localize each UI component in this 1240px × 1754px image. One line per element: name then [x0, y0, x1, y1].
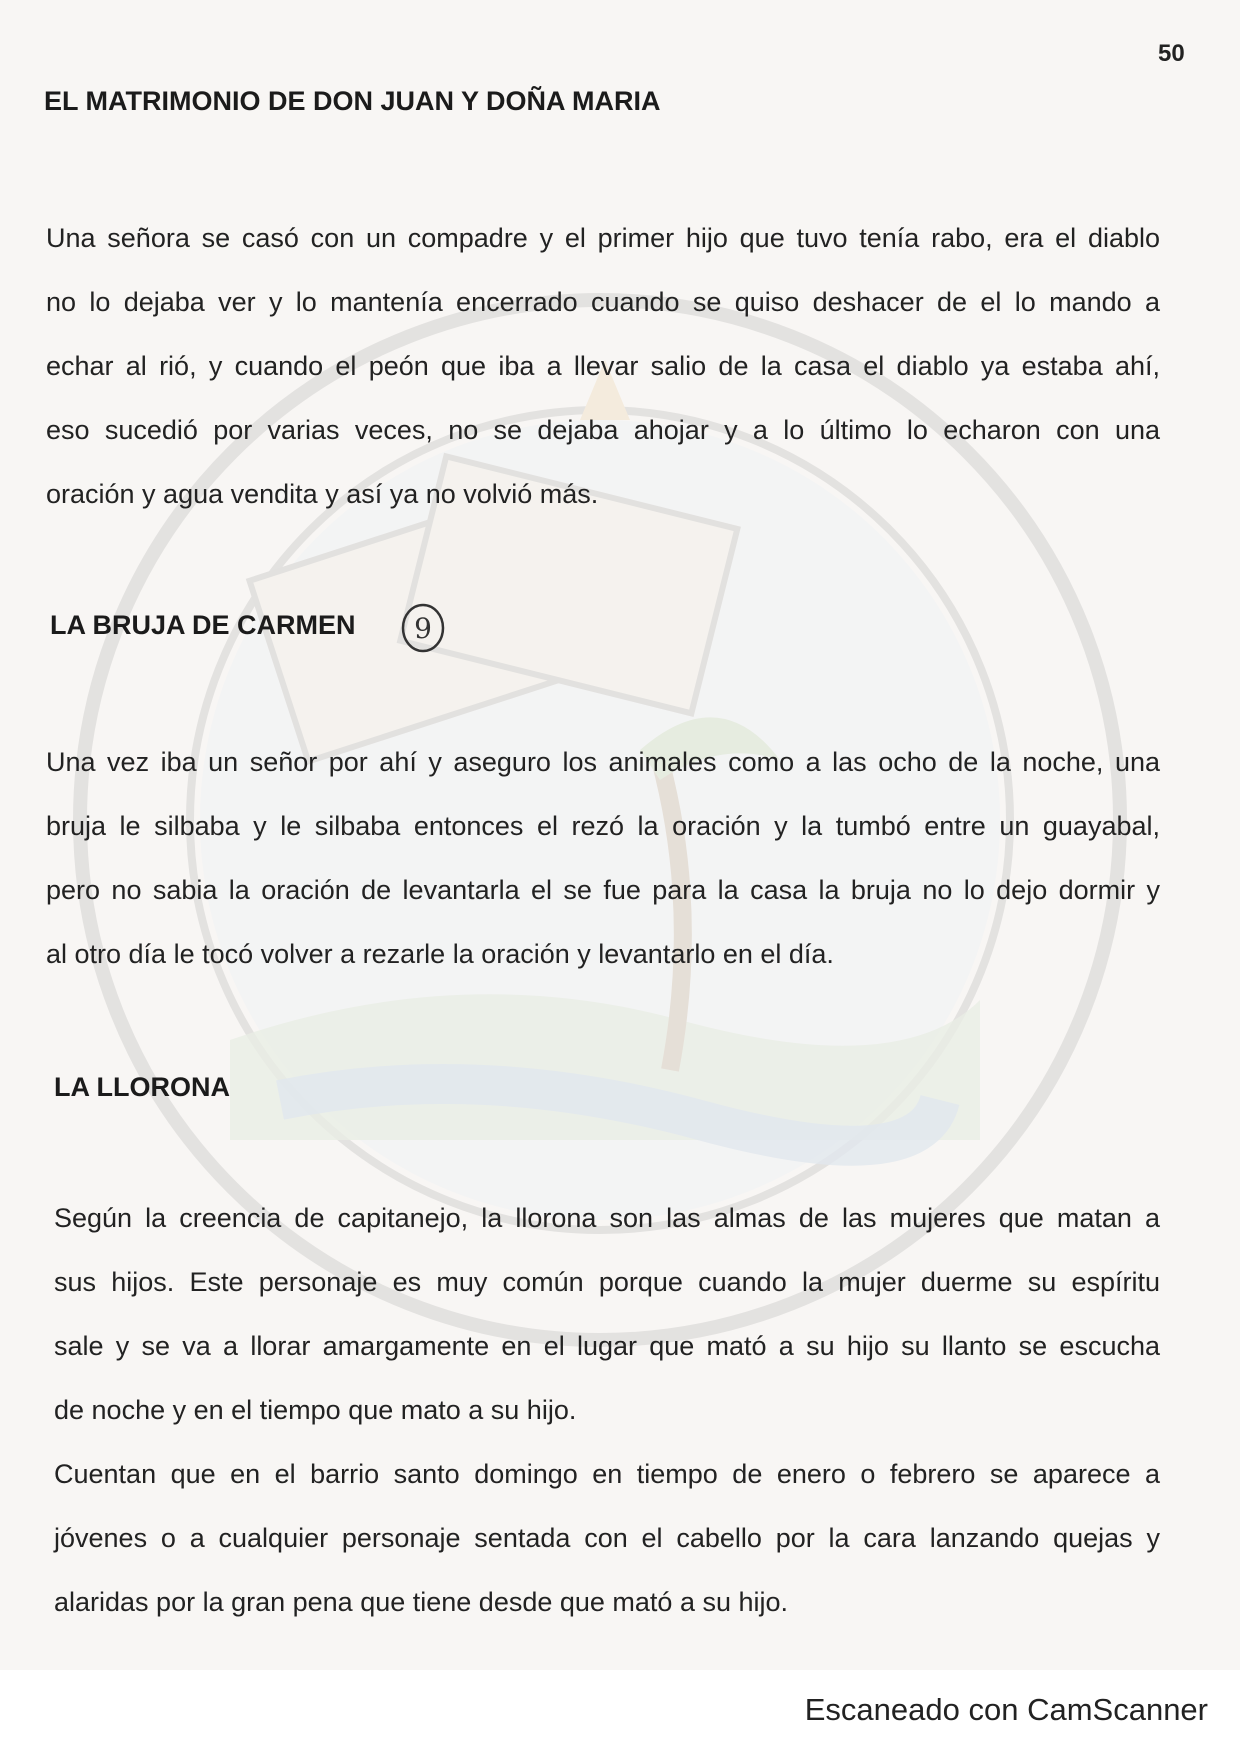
paragraph-line: no lo dejaba ver y lo mantenía encerrado cuando se quiso deshacer de el lo mando a: [46, 287, 1160, 317]
paragraph-line: Una vez iba un señor por ahí y aseguro los animales como a las ocho de la noche, una: [46, 747, 1160, 777]
section-title-llorona: LA LLORONA: [54, 1072, 230, 1102]
paragraph-line: bruja le silbaba y le silbaba entonces el rezó la oración y la tumbó entre un guayabal,: [46, 811, 1160, 841]
paragraph-line: Cuentan que en el barrio santo domingo en tiempo de enero o febrero se aparece a: [54, 1459, 1160, 1489]
page-number: 50: [1158, 40, 1185, 67]
paragraph-llorona: [54, 1186, 1160, 1634]
paragraph-line: oración y agua vendita y así ya no volvió más.: [46, 479, 599, 509]
paragraph-line: alaridas por la gran pena que tiene desde que mató a su hijo.: [54, 1587, 789, 1617]
paragraph-line: sale y se va a llorar amargamente en el lugar que mató a su hijo su llanto se escucha: [54, 1331, 1160, 1361]
camscanner-footer: Escaneado con CamScanner: [804, 1692, 1208, 1727]
section-title-bruja: LA BRUJA DE CARMEN: [50, 610, 356, 640]
paragraph-line: jóvenes o a cualquier personaje sentada con el cabello por la cara lanzando quejas y: [54, 1523, 1160, 1553]
handwritten-number: 9: [414, 612, 432, 645]
paragraph-line: eso sucedió por varias veces, no se dejaba ahojar y a lo último lo echaron con una: [46, 415, 1160, 445]
paragraph-line: Una señora se casó con un compadre y el primer hijo que tuvo tenía rabo, era el diablo: [46, 223, 1160, 253]
paragraph-line: sus hijos. Este personaje es muy común porque cuando la mujer duerme su espíritu: [54, 1267, 1160, 1297]
paragraph-line: pero no sabia la oración de levantarla el se fue para la casa la bruja no lo dejo dormir y: [46, 875, 1160, 905]
paragraph-line: echar al rió, y cuando el peón que iba a llevar salio de la casa el diablo ya estaba ahí,: [46, 351, 1160, 381]
paragraph-matrimonio: [46, 206, 1160, 526]
paragraph-bruja: [46, 730, 1160, 986]
section-title-matrimonio: EL MATRIMONIO DE DON JUAN Y DOÑA MARIA: [44, 86, 661, 116]
paragraph-line: Según la creencia de capitanejo, la llorona son las almas de las mujeres que matan a: [54, 1203, 1160, 1233]
paragraph-line: de noche y en el tiempo que mato a su hijo.: [54, 1395, 577, 1425]
paragraph-line: al otro día le tocó volver a rezarle la oración y levantarlo en el día.: [46, 939, 834, 969]
handwritten-circled-number: [398, 602, 448, 654]
